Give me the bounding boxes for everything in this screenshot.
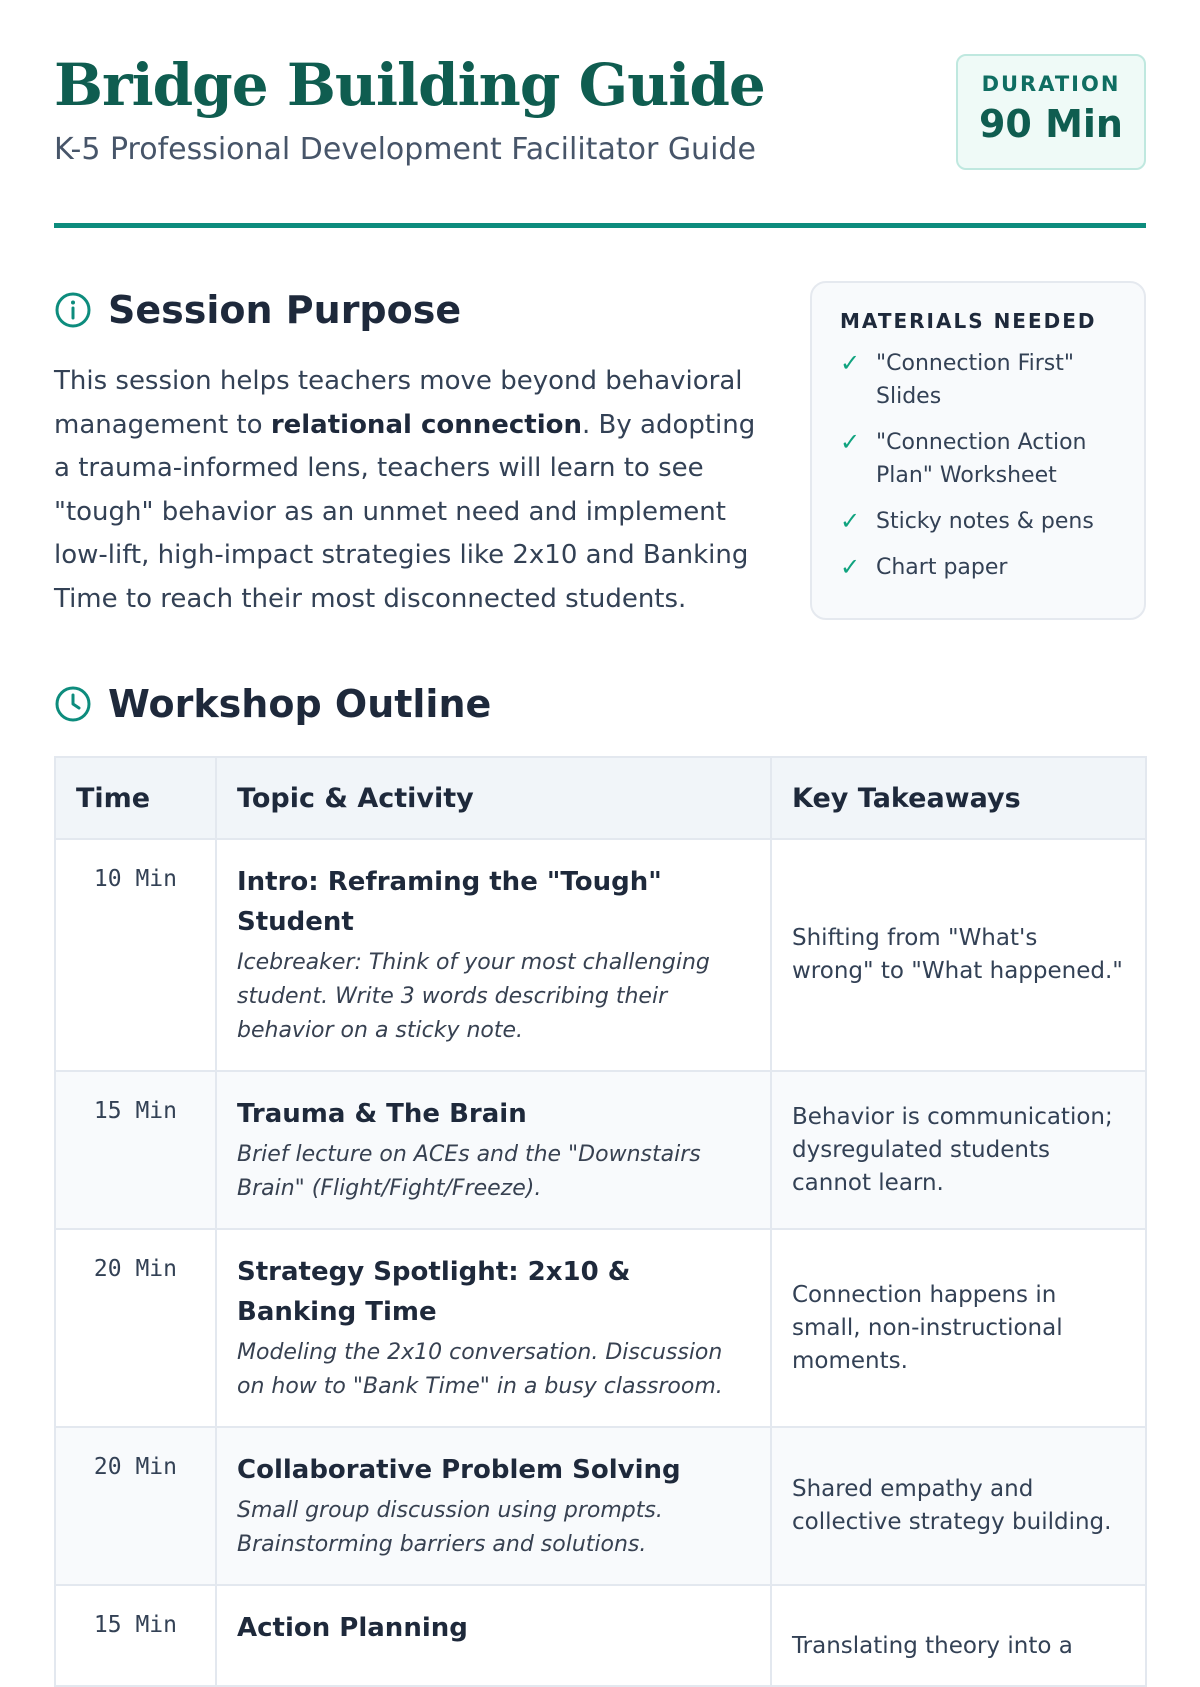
check-icon: ✓ — [840, 349, 861, 377]
session-purpose-heading — [54, 288, 461, 332]
topic-cell — [216, 1229, 771, 1427]
topic-cell — [216, 1427, 771, 1585]
materials-card — [810, 281, 1146, 620]
takeaway-cell: Translating theory into a — [771, 1585, 1146, 1686]
time-cell: 20 Min — [55, 1229, 216, 1427]
check-icon: ✓ — [840, 428, 861, 456]
material-label: "Connection First" Slides — [876, 351, 1075, 409]
table-row — [55, 1585, 1146, 1686]
materials-heading: MATERIALS NEEDED — [840, 309, 1097, 333]
material-label: "Connection Action Plan" Worksheet — [876, 430, 1087, 488]
topic-description: Brief lecture on ACEs and the "Downstairs Brain" (Flight/Fight/Freeze). — [237, 1142, 701, 1201]
check-icon: ✓ — [840, 553, 861, 581]
purpose-text-start: This session helps teachers move beyond behavioral management to — [54, 366, 743, 440]
time-cell: 10 Min — [55, 839, 216, 1071]
material-item — [840, 347, 1124, 413]
takeaway-cell: Shifting from "What's wrong" to "What happened." — [771, 839, 1146, 1071]
check-icon: ✓ — [840, 507, 861, 535]
table-header-row — [55, 757, 1146, 839]
topic-title: Trauma & The Brain — [237, 1099, 527, 1129]
time-cell: 15 Min — [55, 1071, 216, 1229]
session-purpose-title: Session Purpose — [108, 288, 462, 332]
topic-title: Strategy Spotlight: 2x10 & Banking Time — [237, 1257, 631, 1327]
material-item — [840, 551, 1124, 584]
material-label: Chart paper — [876, 555, 1008, 580]
topic-cell — [216, 1071, 771, 1229]
material-item — [840, 426, 1124, 492]
column-header-topic: Topic & Activity — [216, 757, 771, 839]
workshop-outline-table — [54, 756, 1147, 1687]
purpose-text-end: . By adopting a trauma-informed lens, teachers will learn to see "tough" behavior as an unmet need and implement low-lift, high-impact strategies like 2x10 and Banking Time to reach their most disconnected students. — [54, 409, 756, 614]
column-header-time: Time — [55, 757, 216, 839]
topic-title: Action Planning — [237, 1613, 468, 1643]
topic-description: Modeling the 2x10 conversation. Discussion on how to "Bank Time" in a busy classroom. — [237, 1340, 723, 1399]
clock-icon — [54, 685, 92, 723]
table-row — [55, 1427, 1146, 1585]
takeaway-cell: Behavior is communication; dysregulated students cannot learn. — [771, 1071, 1146, 1229]
time-cell: 20 Min — [55, 1427, 216, 1585]
topic-cell — [216, 1585, 771, 1686]
page-header — [54, 50, 1146, 228]
duration-badge — [956, 54, 1146, 170]
table-row — [55, 1071, 1146, 1229]
takeaway-cell: Connection happens in small, non-instructional moments. — [771, 1229, 1146, 1427]
page-title: Bridge Building Guide — [54, 51, 765, 119]
takeaway-cell: Shared empathy and collective strategy building. — [771, 1427, 1146, 1585]
workshop-outline-heading — [54, 682, 491, 726]
table-row — [55, 839, 1146, 1071]
duration-value: 90 Min — [978, 102, 1123, 146]
column-header-takeaways: Key Takeaways — [771, 757, 1146, 839]
material-label: Sticky notes & pens — [876, 509, 1094, 534]
duration-label: DURATION — [981, 72, 1121, 96]
session-purpose-text — [54, 360, 774, 621]
page-subtitle: K-5 Professional Development Facilitator Guide — [54, 132, 756, 167]
topic-cell — [216, 839, 771, 1071]
info-icon — [54, 291, 92, 329]
topic-description: Icebreaker: Think of your most challenging student. Write 3 words describing their behavior on a sticky note. — [237, 950, 710, 1043]
time-cell: 15 Min — [55, 1585, 216, 1686]
topic-title: Collaborative Problem Solving — [237, 1455, 681, 1485]
material-item — [840, 505, 1124, 538]
workshop-outline-title: Workshop Outline — [108, 682, 492, 726]
topic-description: Small group discussion using prompts. Brainstorming barriers and solutions. — [237, 1498, 663, 1557]
topic-title: Intro: Reframing the "Tough" Student — [237, 867, 662, 937]
purpose-text-bold: relational connection — [270, 409, 582, 440]
table-row — [55, 1229, 1146, 1427]
